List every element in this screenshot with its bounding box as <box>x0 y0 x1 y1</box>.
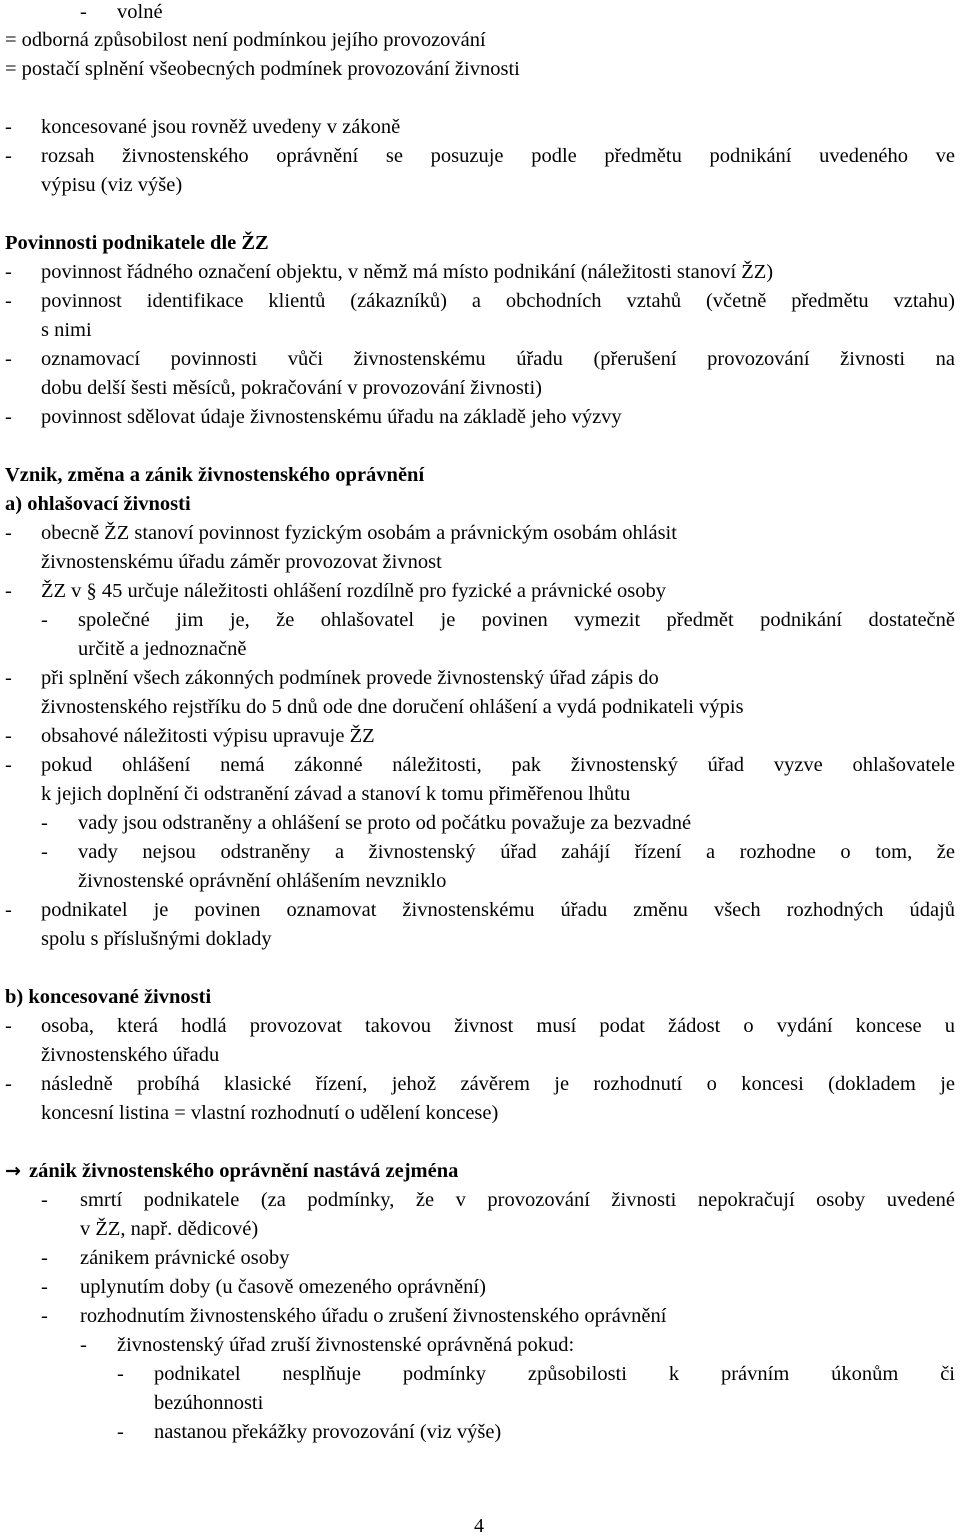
bullet-dash: - <box>41 812 48 834</box>
text-line <box>0 1389 960 1418</box>
list-item <box>0 1418 960 1447</box>
text-line <box>0 867 960 896</box>
bullet-dash: - <box>80 1 87 23</box>
line-text: zánikem právnické osoby <box>80 1247 290 1269</box>
line-text: výpisu (viz výše) <box>41 174 183 196</box>
list-item <box>0 345 960 374</box>
bullet-dash: - <box>5 667 12 689</box>
line-text: povinnost sdělovat údaje živnostenskému úřadu na základě jeho výzvy <box>41 406 622 428</box>
list-item <box>0 577 960 606</box>
heading-text: Povinnosti podnikatele dle ŽZ <box>5 232 269 254</box>
line-text: smrtí podnikatele (za podmínky, že v provozování živnosti nepokračují osoby uvedené <box>80 1189 955 1211</box>
line-text: při splnění všech zákonných podmínek provede živnostenský úřad zápis do <box>41 667 659 689</box>
bullet-dash: - <box>117 1421 124 1443</box>
list-item <box>0 838 960 867</box>
list-item <box>0 1302 960 1331</box>
list-item <box>0 142 960 171</box>
bullet-dash: - <box>41 841 48 863</box>
bullet-dash: - <box>5 1015 12 1037</box>
list-item <box>0 1012 960 1041</box>
bullet-dash: - <box>5 754 12 776</box>
line-text: k jejich doplnění či odstranění závad a stanoví k tomu přiměřenou lhůtu <box>41 783 631 805</box>
section-heading <box>0 461 960 490</box>
list-item <box>0 1244 960 1273</box>
bullet-dash: - <box>5 580 12 602</box>
text-line <box>0 1041 960 1070</box>
line-text: dobu delší šesti měsíců, pokračování v provozování živnosti) <box>41 377 543 399</box>
line-text: živnostenské oprávnění ohlášením nevzniklo <box>78 870 447 892</box>
list-item <box>0 1186 960 1215</box>
bullet-dash: - <box>5 348 12 370</box>
bullet-dash: - <box>80 1334 87 1356</box>
text-line <box>0 171 960 200</box>
bullet-dash: - <box>41 1305 48 1327</box>
text-line <box>0 548 960 577</box>
line-text: živnostenský úřad zruší živnostenské oprávněná pokud: <box>117 1334 575 1356</box>
line-text: vady jsou odstraněny a ohlášení se proto od počátku považuje za bezvadné <box>78 812 692 834</box>
bullet-dash: - <box>5 116 12 138</box>
line-text: koncesní listina = vlastní rozhodnutí o udělení koncese) <box>41 1102 499 1124</box>
line-text: rozhodnutím živnostenského úřadu o zrušení živnostenského oprávnění <box>80 1305 667 1327</box>
line-text: určitě a jednoznačně <box>78 638 247 660</box>
line-text: uplynutím doby (u časově omezeného oprávnění) <box>80 1276 486 1298</box>
text-line <box>0 55 960 84</box>
line-text: povinnost řádného označení objektu, v němž má místo podnikání (náležitosti stanoví ŽZ) <box>41 261 774 283</box>
line-text: podnikatel je povinen oznamovat živnostenskému úřadu změnu všech rozhodných údajů <box>41 899 955 921</box>
line-text: podnikatel nesplňuje podmínky způsobilosti k právním úkonům či <box>154 1363 955 1385</box>
section-heading <box>0 229 960 258</box>
text-line <box>0 693 960 722</box>
line-text: společné jim je, že ohlašovatel je povinen vymezit předmět podnikání dostatečně <box>78 609 955 631</box>
list-item <box>0 896 960 925</box>
list-item <box>0 1331 960 1360</box>
section-subheading <box>0 490 960 519</box>
list-item <box>0 1070 960 1099</box>
heading-text: zánik živnostenského oprávnění nastává zejména <box>29 1160 459 1182</box>
list-item <box>0 287 960 316</box>
line-text: = postačí splnění všeobecných podmínek provozování živnosti <box>5 58 520 80</box>
subheading-text: a) ohlašovací živnosti <box>5 493 191 515</box>
bullet-dash: - <box>41 1247 48 1269</box>
text-line <box>0 635 960 664</box>
list-item <box>0 519 960 548</box>
line-text: volné <box>117 1 163 23</box>
line-text: živnostenského úřadu <box>41 1044 220 1066</box>
line-text: spolu s příslušnými doklady <box>41 928 272 950</box>
line-text: osoba, která hodlá provozovat takovou živnost musí podat žádost o vydání koncese u <box>41 1015 955 1037</box>
list-item <box>0 722 960 751</box>
bullet-dash: - <box>5 1073 12 1095</box>
line-text: bezúhonnosti <box>154 1392 264 1414</box>
bullet-dash: - <box>5 145 12 167</box>
list-item <box>0 664 960 693</box>
line-text: rozsah živnostenského oprávnění se posuzuje podle předmětu podnikání uvedeného ve <box>41 145 955 167</box>
line-text: obecně ŽZ stanoví povinnost fyzickým osobám a právnickým osobám ohlásit <box>41 522 677 544</box>
line-text: živnostenského rejstříku do 5 dnů ode dne doručení ohlášení a vydá podnikateli výpis <box>41 696 744 718</box>
page-number: 4 <box>474 1515 484 1537</box>
text-line <box>0 1099 960 1128</box>
bullet-dash: - <box>5 261 12 283</box>
line-text: pokud ohlášení nemá zákonné náležitosti, pak živnostenský úřad vyzve ohlašovatele <box>41 754 955 776</box>
arrow-right-icon: → <box>5 1160 21 1182</box>
text-line <box>0 925 960 954</box>
list-item <box>0 1360 960 1389</box>
text-line <box>0 1215 960 1244</box>
text-line <box>0 316 960 345</box>
line-text: živnostenskému úřadu záměr provozovat živnost <box>41 551 442 573</box>
line-text: povinnost identifikace klientů (zákazníků) a obchodních vztahů (včetně předmětu vztahu) <box>41 290 955 312</box>
list-item <box>0 606 960 635</box>
section-heading <box>0 1157 960 1186</box>
line-text: = odborná způsobilost není podmínkou jejího provozování <box>5 29 486 51</box>
list-item <box>0 258 960 287</box>
bullet-dash: - <box>41 1189 48 1211</box>
heading-text: Vznik, změna a zánik živnostenského oprávnění <box>5 464 425 486</box>
bullet-dash: - <box>117 1363 124 1385</box>
bullet-dash: - <box>5 406 12 428</box>
list-item <box>0 751 960 780</box>
bullet-dash: - <box>41 1276 48 1298</box>
line-text: vady nejsou odstraněny a živnostenský úřad zahájí řízení a rozhodne o tom, že <box>78 841 955 863</box>
bullet-dash: - <box>5 290 12 312</box>
text-line <box>0 374 960 403</box>
line-text: obsahové náležitosti výpisu upravuje ŽZ <box>41 725 375 747</box>
text-line <box>0 26 960 55</box>
line-text: v ŽZ, např. dědicové) <box>80 1218 259 1240</box>
line-text: oznamovací povinnosti vůči živnostenskému úřadu (přerušení provozování živnosti na <box>41 348 955 370</box>
list-item <box>0 0 960 27</box>
bullet-dash: - <box>5 522 12 544</box>
line-text: s nimi <box>41 319 92 341</box>
line-text: nastanou překážky provozování (viz výše) <box>154 1421 502 1443</box>
list-item <box>0 809 960 838</box>
text-line <box>0 780 960 809</box>
list-item <box>0 403 960 432</box>
line-text: koncesované jsou rovněž uvedeny v zákoně <box>41 116 401 138</box>
bullet-dash: - <box>5 725 12 747</box>
line-text: následně probíhá klasické řízení, jehož závěrem je rozhodnutí o koncesi (dokladem je <box>41 1073 955 1095</box>
subheading-text: b) koncesované živnosti <box>5 986 212 1008</box>
bullet-dash: - <box>5 899 12 921</box>
list-item <box>0 1273 960 1302</box>
line-text: ŽZ v § 45 určuje náležitosti ohlášení rozdílně pro fyzické a právnické osoby <box>41 580 667 602</box>
section-subheading <box>0 983 960 1012</box>
list-item <box>0 113 960 142</box>
bullet-dash: - <box>41 609 48 631</box>
